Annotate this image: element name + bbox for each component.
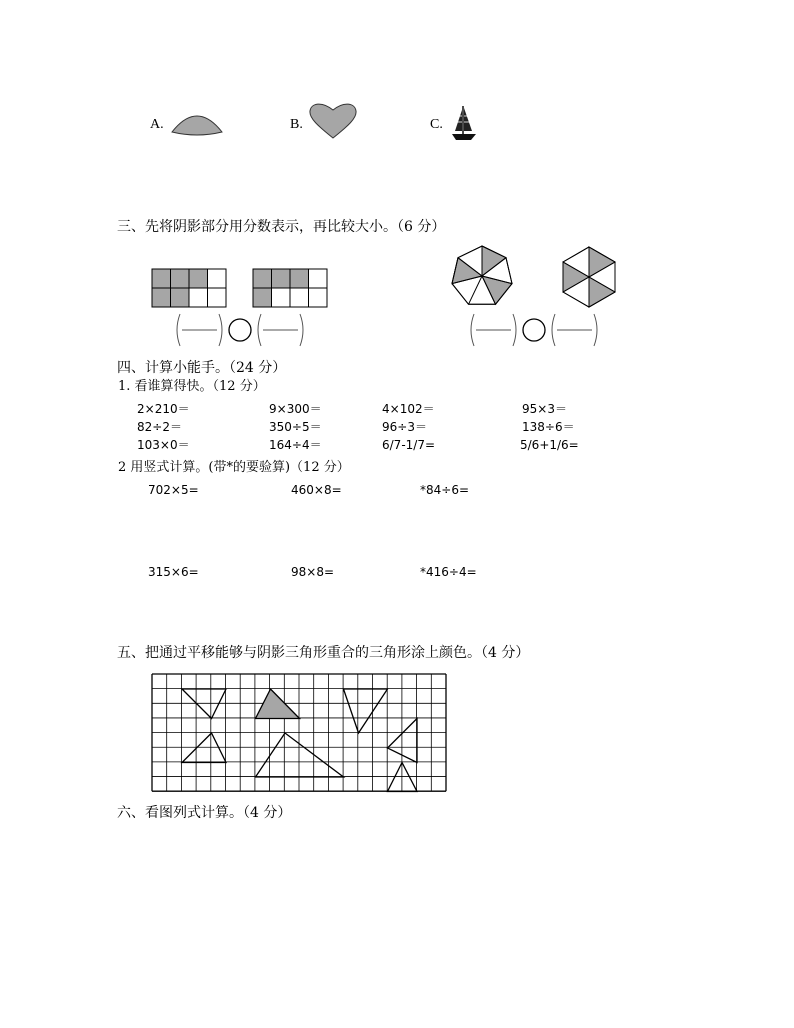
heart-shape (310, 104, 356, 138)
triangle-3 (344, 689, 388, 733)
triangle-4 (256, 733, 344, 777)
fan-shape (172, 116, 222, 135)
vertical-calc-2: 460×8= (291, 483, 342, 497)
calc-r2c4: 138÷6＝ (522, 420, 575, 434)
calc-r3c1: 103×0＝ (137, 438, 190, 452)
section6-heading: 六、看图列式计算。（4 分） (117, 805, 292, 821)
option-c-label: C. (430, 117, 443, 132)
option-b-label: B. (290, 117, 303, 132)
section4-heading: 四、计算小能手。（24 分） (117, 360, 287, 376)
fraction-grid-2 (253, 269, 327, 307)
calc-r3c2: 164÷4＝ (269, 438, 322, 452)
shaded-triangle (256, 689, 300, 719)
calc-r1c4: 95×3＝ (522, 402, 567, 416)
vertical-calc-4: 315×6= (148, 565, 199, 579)
calc-r2c2: 350÷5＝ (269, 420, 322, 434)
vertical-calc-3: *84÷6= (420, 483, 470, 497)
vertical-calc-5: 98×8= (291, 565, 335, 579)
translation-grid (152, 674, 446, 791)
calc-r3c4: 5/6+1/6= (520, 438, 579, 452)
heptagon-figure (452, 246, 512, 304)
vertical-calc-1: 702×5= (148, 483, 199, 497)
fraction-compare-2 (471, 314, 597, 346)
vertical-calc-6: *416÷4= (420, 565, 477, 579)
triangle-1 (182, 689, 226, 719)
section3-heading: 三、先将阴影部分用分数表示，再比较大小。（6 分） (117, 219, 446, 235)
sailboat-icon (452, 106, 476, 140)
hexagon-figure (563, 247, 615, 307)
section5-heading: 五、把通过平移能够与阴影三角形重合的三角形涂上颜色。（4 分） (117, 645, 530, 661)
calc-r1c3: 4×102＝ (382, 402, 435, 416)
calc-r2c1: 82÷2＝ (137, 420, 182, 434)
calc-r3c3: 6/7-1/7= (382, 438, 436, 452)
fraction-compare-1 (177, 314, 303, 346)
calc-r1c1: 2×210＝ (137, 402, 190, 416)
triangles (182, 689, 417, 792)
fraction-grid-1 (152, 269, 226, 307)
part2-heading: 2 用竖式计算。(带*的要验算)（12 分） (118, 460, 350, 475)
calc-r2c3: 96÷3＝ (382, 420, 427, 434)
triangle-2 (182, 733, 226, 763)
option-a-label: A. (150, 117, 164, 132)
calc-r1c2: 9×300＝ (269, 402, 322, 416)
part1-heading: 1. 看谁算得快。（12 分） (118, 379, 266, 394)
